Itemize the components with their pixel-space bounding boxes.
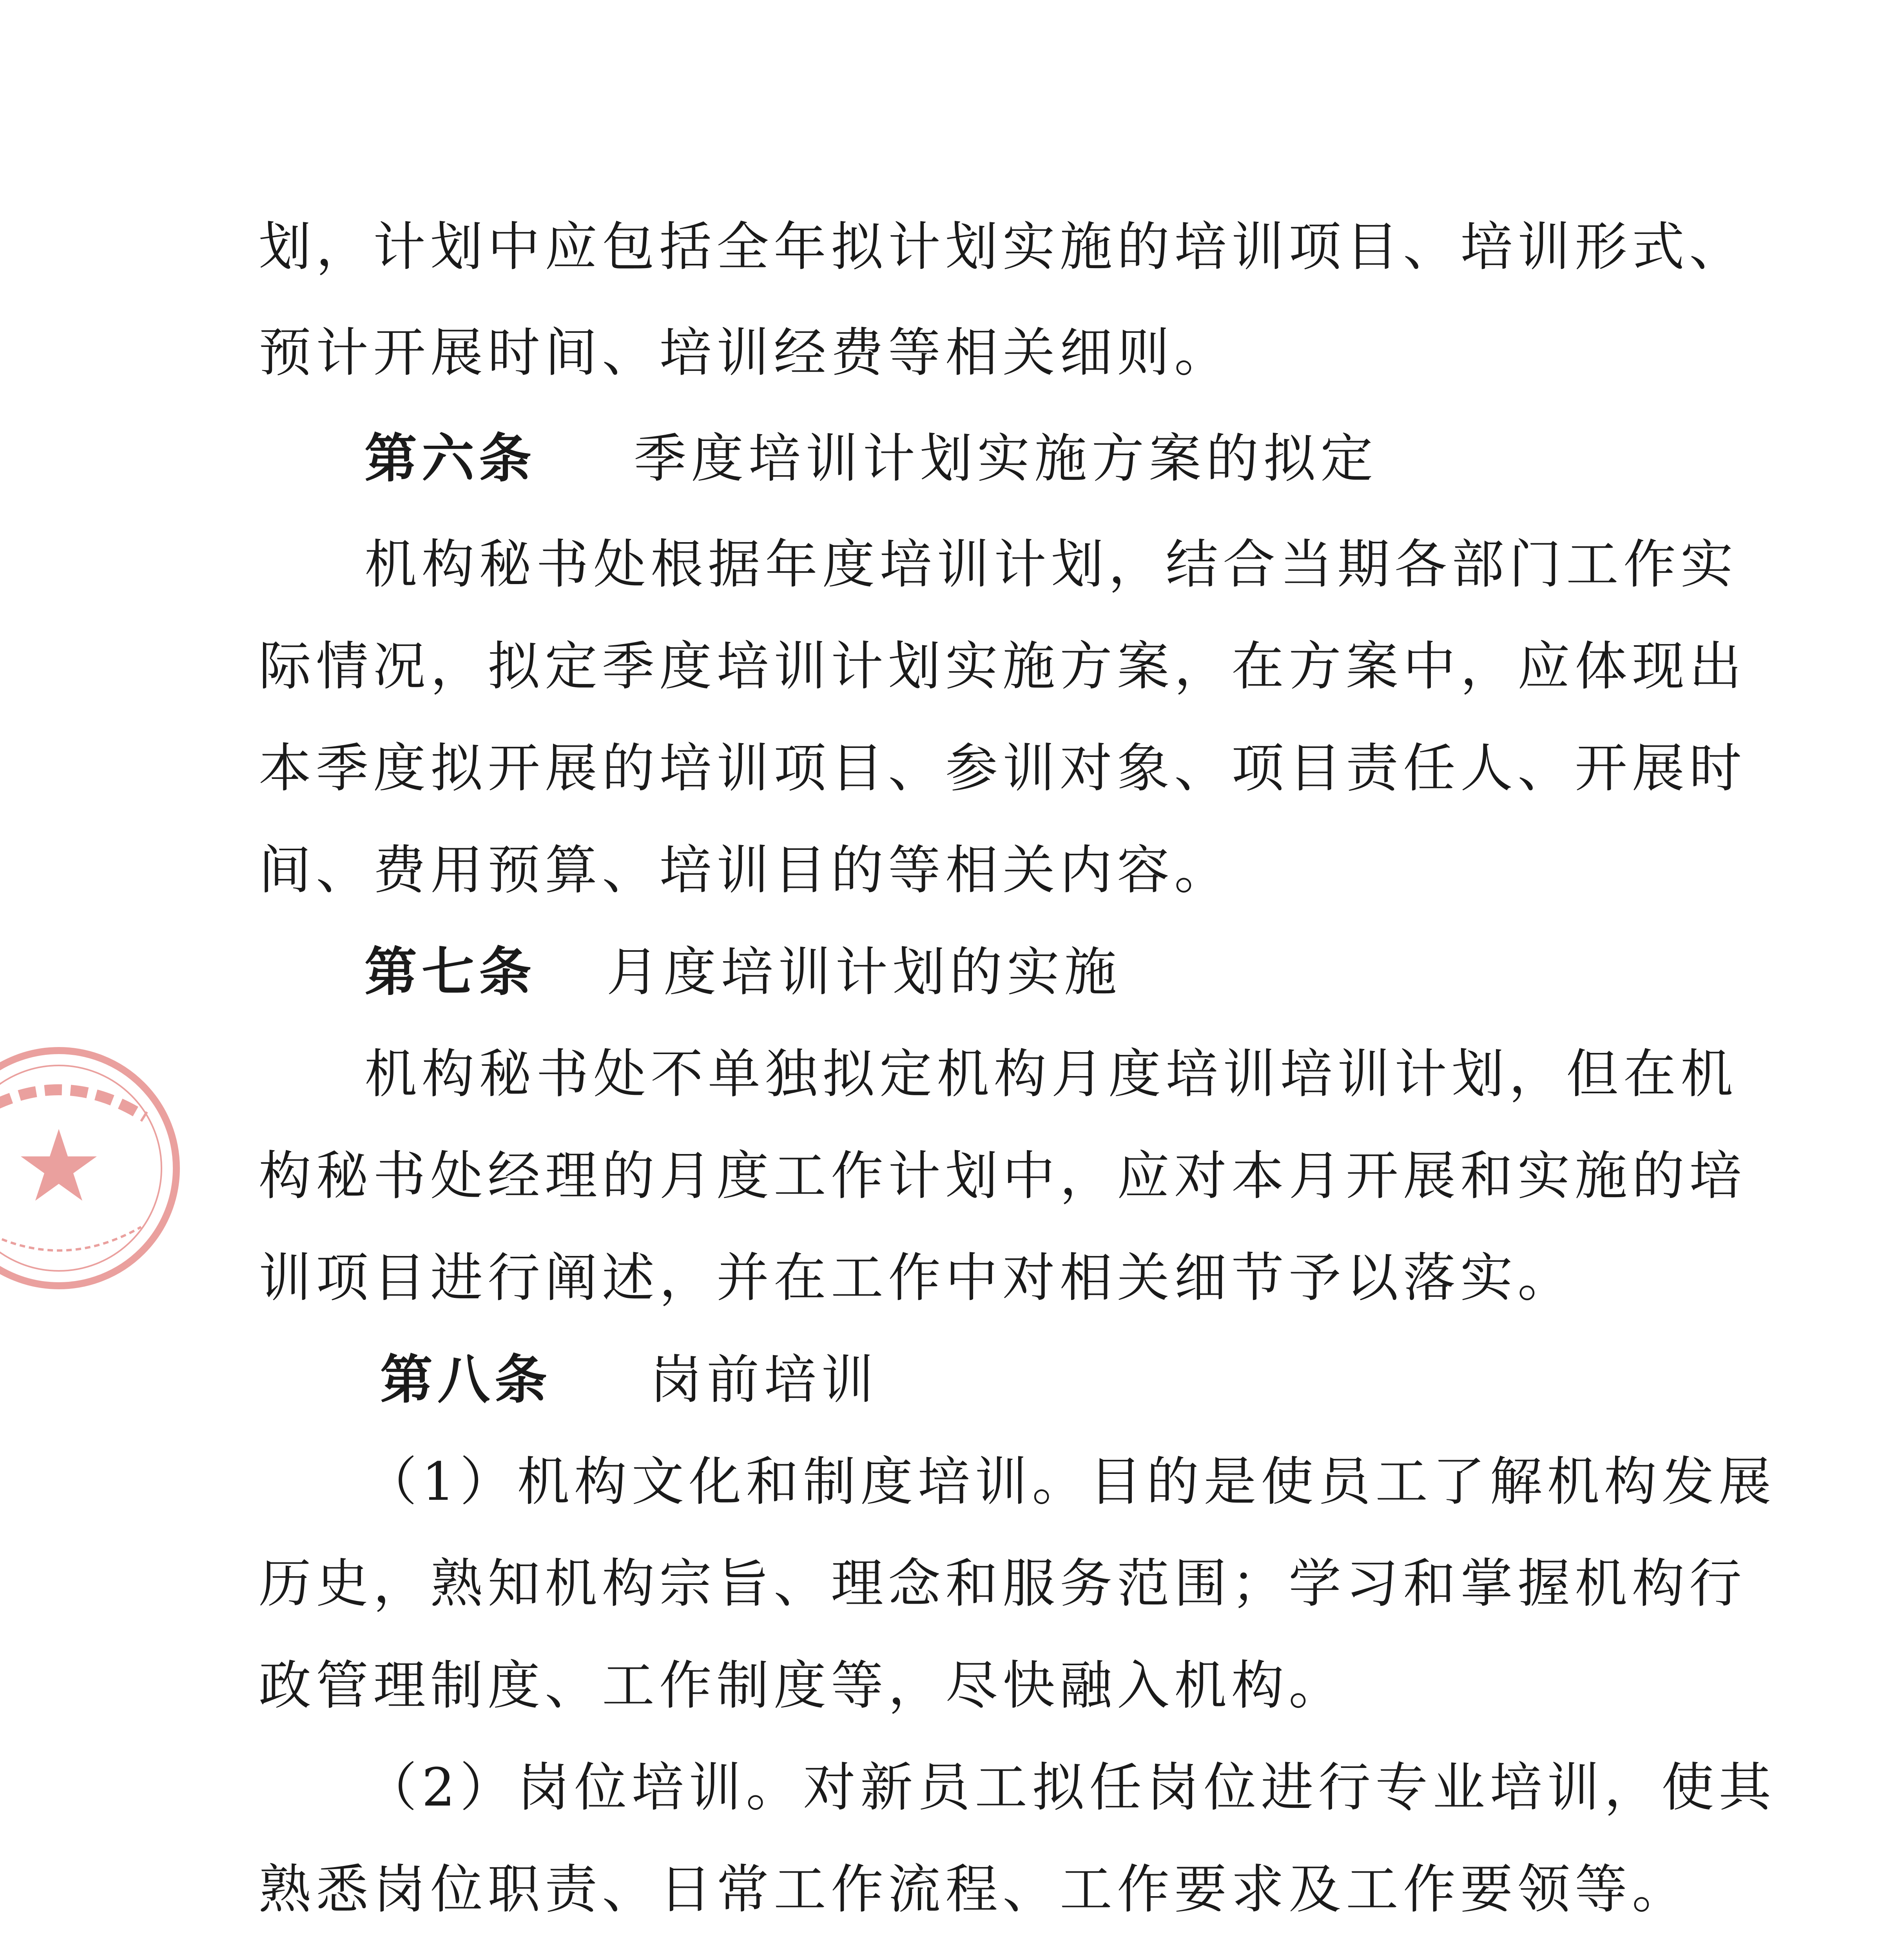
line-text: 本季度拟开展的培训项目、参训对象、项目责任人、开展时 bbox=[259, 738, 1747, 799]
line-text: 预计开展时间、培训经费等相关细则。 bbox=[259, 322, 1232, 383]
article-heading bbox=[380, 1345, 878, 1415]
body-line bbox=[259, 1548, 1746, 1619]
line-text: 机构秘书处不单独拟定机构月度培训培训计划，但在机 bbox=[364, 1044, 1738, 1105]
body-line bbox=[259, 1243, 1575, 1313]
body-line bbox=[364, 1446, 1776, 1517]
body-line bbox=[364, 529, 1738, 600]
body-line bbox=[259, 1650, 1346, 1721]
body-line bbox=[364, 1956, 1776, 1960]
body-line bbox=[259, 1854, 1689, 1925]
article-number: 第八条 bbox=[380, 1349, 552, 1410]
body-line bbox=[364, 1039, 1738, 1109]
body-line bbox=[259, 733, 1746, 804]
line-text: 际情况，拟定季度培训计划实施方案，在方案中，应体现出 bbox=[259, 636, 1747, 697]
line-text: 训项目进行阐述，并在工作中对相关细节予以落实。 bbox=[259, 1247, 1575, 1308]
body-line bbox=[259, 318, 1231, 388]
body-line bbox=[259, 1141, 1746, 1211]
article-heading bbox=[364, 937, 1121, 1007]
article-heading bbox=[364, 423, 1378, 494]
line-text: 构秘书处经理的月度工作计划中，应对本月开展和实施的培 bbox=[259, 1145, 1747, 1207]
line-text: 划，计划中应包括全年拟计划实施的培训项目、培训形式、 bbox=[259, 216, 1747, 278]
body-line bbox=[259, 631, 1746, 702]
line-text: （1）机构文化和制度培训。目的是使员工了解机构发展 bbox=[364, 1451, 1776, 1512]
article-heading-text: 月度培训计划的实施 bbox=[606, 942, 1122, 1003]
line-text: 间、费用预算、培训目的等相关内容。 bbox=[259, 840, 1232, 901]
body-line bbox=[259, 212, 1746, 282]
line-text: 历史，熟知机构宗旨、理念和服务范围；学习和掌握机构行 bbox=[259, 1553, 1747, 1614]
article-number: 第六条 bbox=[364, 428, 537, 489]
line-text: （2）岗位培训。对新员工拟任岗位进行专业培训，使其 bbox=[364, 1757, 1776, 1818]
article-heading-text: 季度培训计划实施方案的拟定 bbox=[634, 428, 1378, 489]
body-line bbox=[364, 1752, 1776, 1823]
article-heading-text: 岗前培训 bbox=[649, 1349, 879, 1410]
line-text: 熟悉岗位职责、日常工作流程、工作要求及工作要领等。 bbox=[259, 1859, 1690, 1920]
line-text: 机构秘书处根据年度培训计划，结合当期各部门工作实 bbox=[364, 534, 1738, 595]
body-line bbox=[259, 835, 1231, 906]
red-seal-icon bbox=[0, 1039, 188, 1298]
line-text: 政管理制度、工作制度等，尽快融入机构。 bbox=[259, 1655, 1346, 1716]
article-number: 第七条 bbox=[364, 942, 537, 1003]
